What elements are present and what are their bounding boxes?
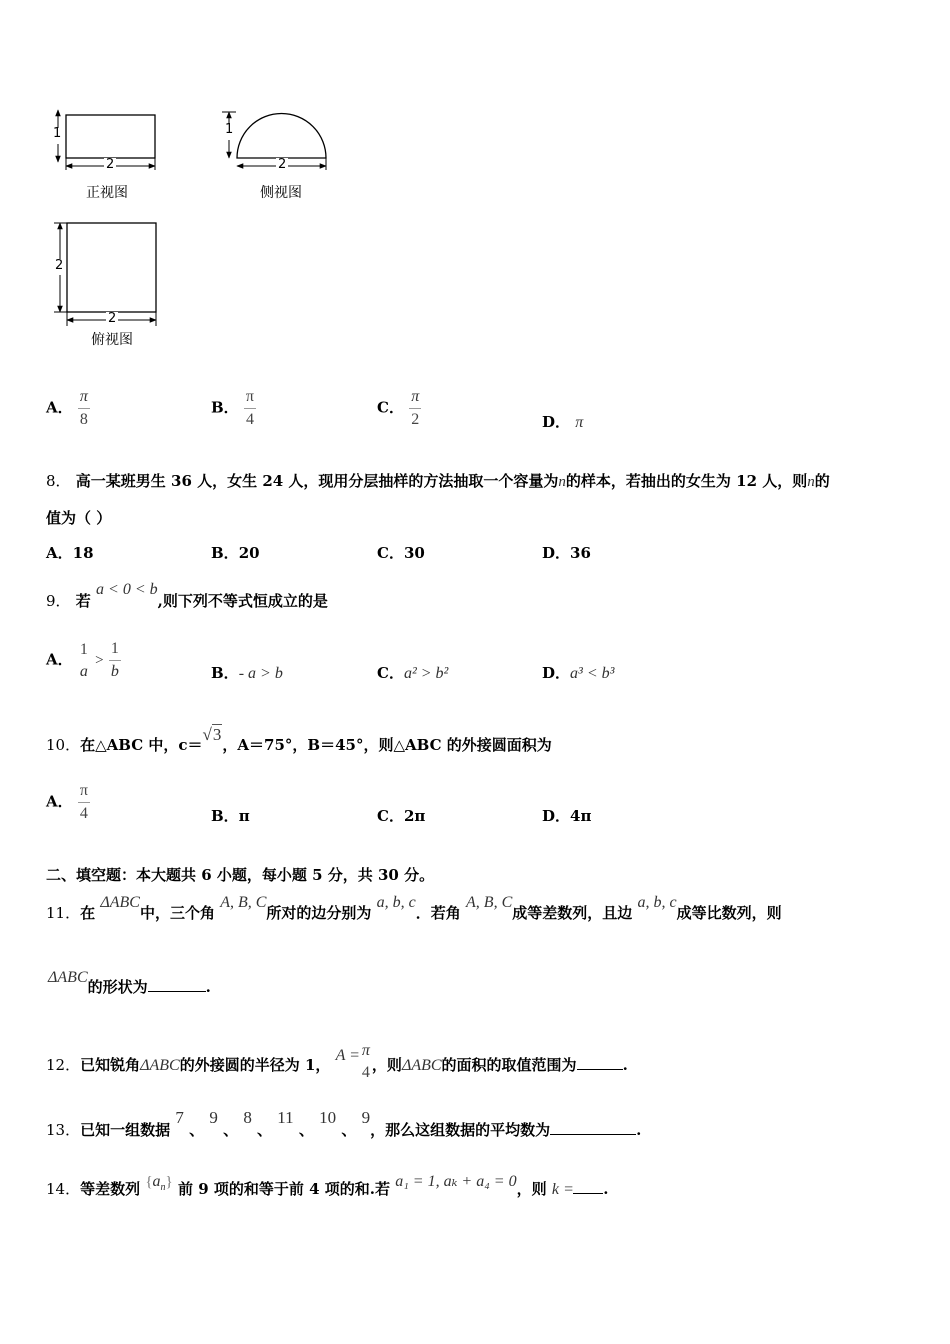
q9-stem: 9． 若 a < 0 < b,则下列不等式恒成立的是: [46, 581, 328, 610]
top-view: [54, 223, 156, 326]
answer-blank[interactable]: [550, 1120, 636, 1135]
q9-option-b: B．- a > b: [211, 664, 283, 682]
q7-option-d: D． π: [542, 413, 584, 431]
q10-option-b: B．π: [211, 807, 250, 825]
q7-option-b: B． $\frac{\pi}{4}$: [211, 388, 254, 428]
q10-option-c: C．2π: [377, 807, 426, 825]
section-heading: 二、填空题：本大题共 6 小题，每小题 5 分，共 30 分。: [46, 866, 435, 884]
fraction: π 4: [361, 1042, 370, 1081]
sqrt: √3: [202, 725, 222, 744]
front-view-caption: 正视图: [86, 185, 128, 201]
q8-option-a: A．18: [46, 544, 94, 562]
front-width-label: 2: [106, 157, 115, 172]
q9-option-a: A． 1 a > $\frac{1}{b}$: [46, 640, 119, 680]
q13-stem: 13．已知一组数据 7 、 9 、 8 、 11 、 10 、 9，那么这组数据的平均数为 .: [46, 1108, 642, 1139]
three-view-figures: [0, 0, 950, 380]
q9-option-c: C．a² > b²: [377, 664, 449, 682]
q10-stem: 10．在△ABC 中，c＝√3，A＝75°，B＝45°，则△ABC 的外接圆面积为: [46, 725, 552, 754]
q8-option-c: C．30: [377, 544, 425, 562]
side-view: [222, 112, 326, 172]
side-width-label: 2: [278, 157, 287, 172]
answer-blank[interactable]: [577, 1055, 623, 1070]
fraction: 1 a: [79, 640, 88, 680]
answer-blank[interactable]: [148, 977, 206, 992]
q9-option-d: D．a³ < b³: [542, 664, 615, 682]
fraction: $\frac{\pi}{8}$: [79, 388, 88, 428]
q8-option-d: D．36: [542, 544, 591, 562]
q8-stem-line2: 值为（ ）: [46, 509, 112, 527]
q10-option-d: D．4π: [542, 807, 592, 825]
front-height-label: 1: [53, 126, 62, 141]
side-view-caption: 侧视图: [260, 185, 302, 201]
q8-stem-line1: 8． 高一某班男生 36 人，女生 24 人，现用分层抽样的方法抽取一个容量为n的样本，若抽出的女生为 12 人，则n的: [46, 472, 830, 490]
side-height-label: 1: [225, 122, 234, 137]
top-view-caption: 俯视图: [91, 332, 133, 348]
q10-option-a: A． $\frac{\pi}{4}$: [46, 782, 88, 822]
fraction: $\frac{\pi}{2}$: [411, 388, 420, 428]
fraction: $\frac{\pi}{4}$: [245, 388, 254, 428]
q7-option-a: A． $\frac{\pi}{8}$: [46, 388, 88, 428]
answer-blank[interactable]: [573, 1179, 603, 1194]
fraction: $\frac{1}{b}$: [110, 640, 119, 680]
fraction: $\frac{\pi}{4}$: [79, 782, 88, 822]
q12-stem: 12．已知锐角ΔABC的外接圆的半径为 1， A = π 4 ，则ΔABC的面积的取值范围为 .: [46, 1042, 628, 1081]
q14-stem: 14．等差数列 $\{a_n\}$ 前 9 项的和等于前 4 项的和.若 a₁ = 1, aₖ + a₄ = 0，则 k = .: [46, 1173, 609, 1198]
q11-stem-line2: ΔABC的形状为 .: [48, 969, 211, 996]
q8-option-b: B．20: [211, 544, 260, 562]
top-width-label: 2: [108, 311, 117, 326]
q7-option-c: C． $\frac{\pi}{2}$: [377, 388, 420, 428]
top-height-label: 2: [55, 258, 64, 273]
q11-stem-line1: 11．在 ΔABC中，三个角 A, B, C所对的边分别为 a, b, c．若角 A, B, C成等差数列，且边 a, b, c成等比数列，则: [46, 894, 782, 922]
front-view: [53, 110, 155, 172]
